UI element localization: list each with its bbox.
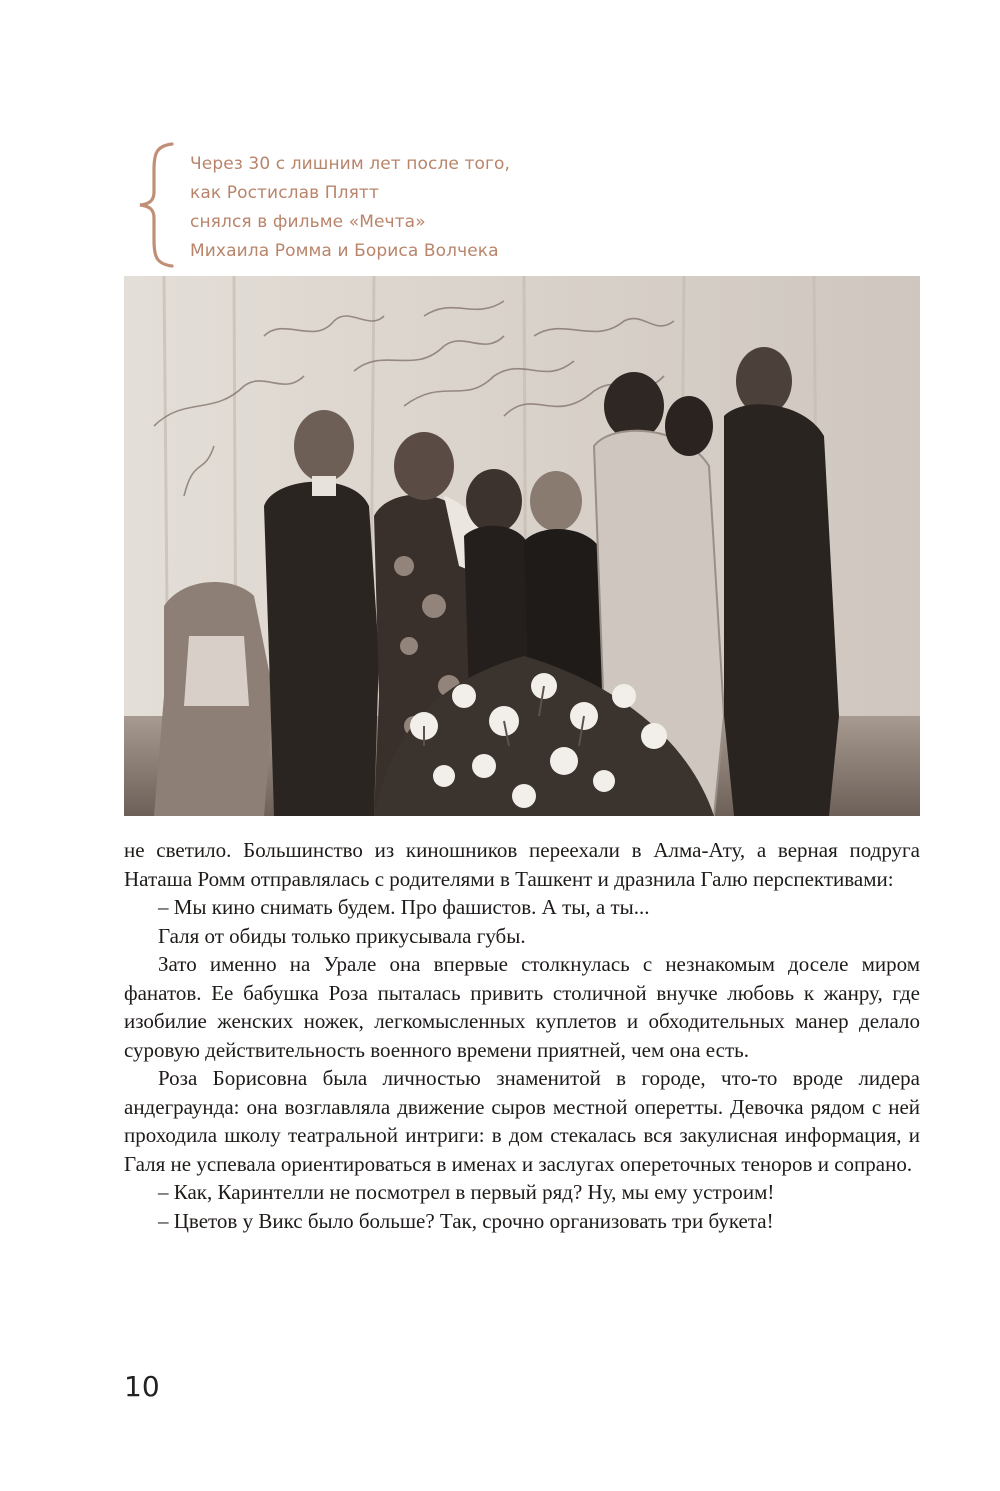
- curly-brace-ornament: [132, 140, 180, 270]
- archival-photo: [124, 276, 920, 816]
- paragraph: не светило. Большинство из киношников переехали в Алма-Ату, а верная подруга Наташа Ромм отправлялась с родителями в Ташкент и дразнила Галю перспективами:: [124, 838, 920, 891]
- paragraph: Зато именно на Урале она впервые столкнулась с незнакомым доселе миром фанатов. Ее бабушка Роза пыталась привить столичной внучке любовь к жанру, где изобилие женских ножек, легкомысленных куплетов и обходительных манер делало суровую действительность военного времени приятней, чем она есть.: [124, 952, 920, 1062]
- paragraph: Роза Борисовна была личностью знаменитой в городе, что-то вроде лидера андеграунда: она возглавляла движение сыров местной оперетты. Девочка рядом с ней проходила школу театральной интриги: в дом стекалась вся закулисная информация, и Галя не успевала ориентироваться в именах и заслугах опереточных теноров и сопрано.: [124, 1066, 920, 1176]
- paragraph: Галя от обиды только прикусывала губы.: [158, 923, 526, 948]
- sidebar-quote-line: как Ростислав Плятт: [190, 183, 379, 203]
- photo-icon: [124, 276, 920, 816]
- paragraph: – Цветов у Викс было больше? Так, срочно организовать три букета!: [158, 1208, 774, 1233]
- paragraph: – Как, Каринтелли не посмотрел в первый ряд? Ну, мы ему устроим!: [158, 1180, 775, 1204]
- body-text: [124, 836, 920, 1235]
- paragraph: – Мы кино снимать будем. Про фашистов. А ты, а ты...: [158, 895, 650, 919]
- sidebar-quote-line: снялся в фильме «Мечта»: [190, 212, 426, 232]
- sidebar-quote: [190, 150, 510, 266]
- sidebar-quote-line: Через 30 с лишним лет после того,: [190, 154, 511, 174]
- sidebar-quote-line: Михаила Ромма и Бориса Волчека: [190, 241, 499, 261]
- page-number: 10: [124, 1370, 160, 1403]
